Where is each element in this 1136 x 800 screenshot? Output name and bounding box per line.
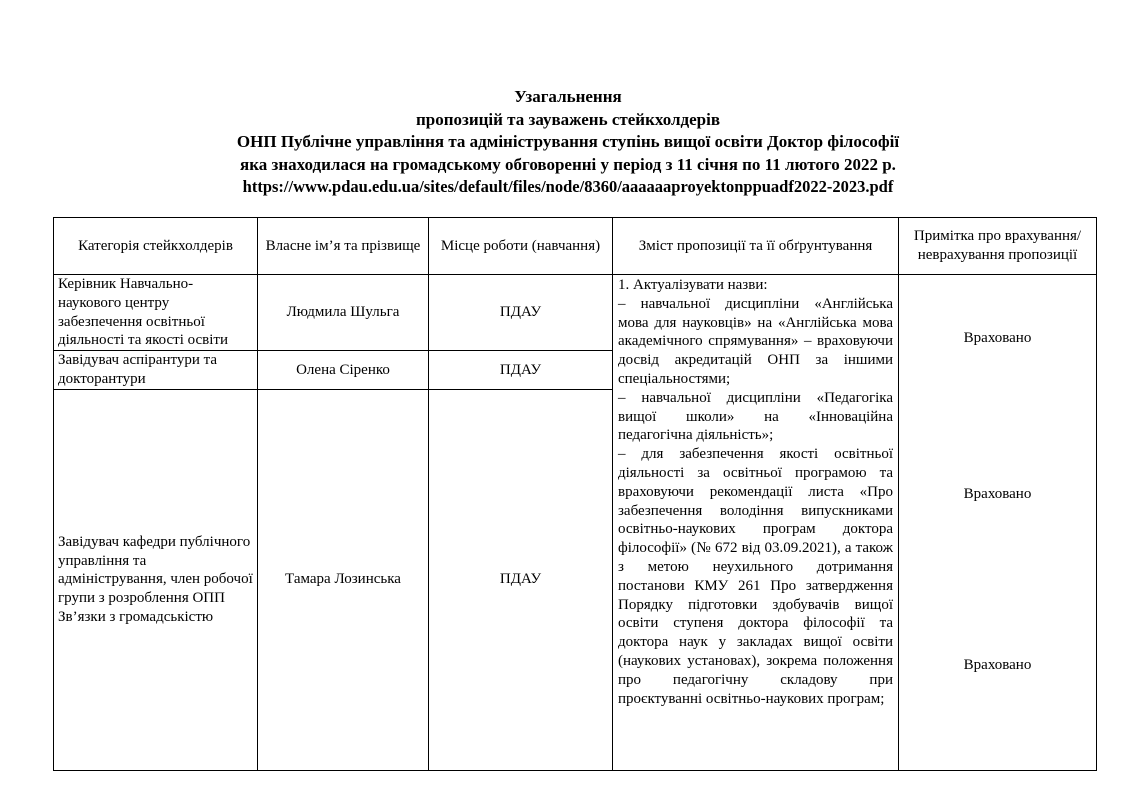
stakeholder-workplace: ПДАУ — [429, 275, 613, 351]
column-header-category: Категорія стейкхолдерів — [54, 218, 258, 275]
stakeholder-workplace: ПДАУ — [429, 351, 613, 390]
stakeholder-category: Завідувач кафедри публічного управління та адміністрування, член робочої групи з розроблення ОПП Зв’язки з громадськістю — [54, 389, 258, 770]
column-header-name: Власне ім’я та прізвище — [258, 218, 429, 275]
note-cell — [899, 275, 1097, 771]
document-header — [0, 86, 1136, 199]
proposal-content — [613, 275, 899, 771]
stakeholder-workplace: ПДАУ — [429, 389, 613, 770]
proposals-table — [53, 217, 1097, 771]
table-row — [54, 275, 1097, 351]
stakeholder-name: Тамара Лозинська — [258, 389, 429, 770]
stakeholder-name: Людмила Шульга — [258, 275, 429, 351]
program-title: ОНП Публічне управління та адміністрування ступінь вищої освіти Доктор філософії — [236, 132, 900, 151]
table-header-row — [54, 218, 1097, 275]
source-url[interactable]: https://www.pdau.edu.ua/sites/default/files/node/8360/aaaaaaproyektonppuadf2022-2023.pdf — [242, 177, 894, 196]
note-status: Враховано — [963, 657, 1032, 673]
proposal-paragraph: 1. Актуалізувати назви: — [618, 277, 768, 293]
note-status: Враховано — [963, 486, 1032, 502]
proposal-paragraph: – навчальної дисципліни «Англійська мова для науковців» на «Англійська мова академічного спрямування» – враховуючи досвід акредитацій ОНП за іншими спеціальностями; — [618, 295, 893, 387]
document-title: Узагальнення — [514, 87, 622, 106]
column-header-workplace: Місце роботи (навчання) — [429, 218, 613, 275]
proposal-paragraph: – для забезпечення якості освітньої діяльності за освітньої програмою та враховуючи рекомендації листа «Про забезпечення володіння випускниками освітньо-наукових програм доктора філософії» (№ 672 від 03.09.2021), а також з метою неухильного дотримання постанови КМУ 261 Про затвердження Порядку підготовки здобувачів вищої освіти ступеня доктора філософії та доктора наук у закладах вищої освіти (наукових установах), зокрема положення про педагогічну складову при проєктуванні освітньо-наукових програм; — [618, 446, 893, 707]
column-header-note: Примітка про врахування/неврахування пропозиції — [899, 218, 1097, 275]
proposal-paragraph: – навчальної дисципліни «Педагогіка вищої школи» на «Інноваційна педагогічна діяльність»; — [618, 389, 893, 444]
column-header-proposal: Зміст пропозиції та її обґрунтування — [613, 218, 899, 275]
stakeholder-category: Завідувач аспірантури та докторантури — [54, 351, 258, 390]
stakeholder-category: Керівник Навчально-наукового центру забезпечення освітньої діяльності та якості освіти — [54, 275, 258, 351]
discussion-period: яка знаходилася на громадському обговоренні у період з 11 січня по 11 лютого 2022 р. — [240, 154, 896, 174]
document-subtitle: пропозицій та зауважень стейкхолдерів — [415, 109, 721, 129]
stakeholder-name: Олена Сіренко — [258, 351, 429, 390]
note-status: Враховано — [963, 330, 1032, 346]
